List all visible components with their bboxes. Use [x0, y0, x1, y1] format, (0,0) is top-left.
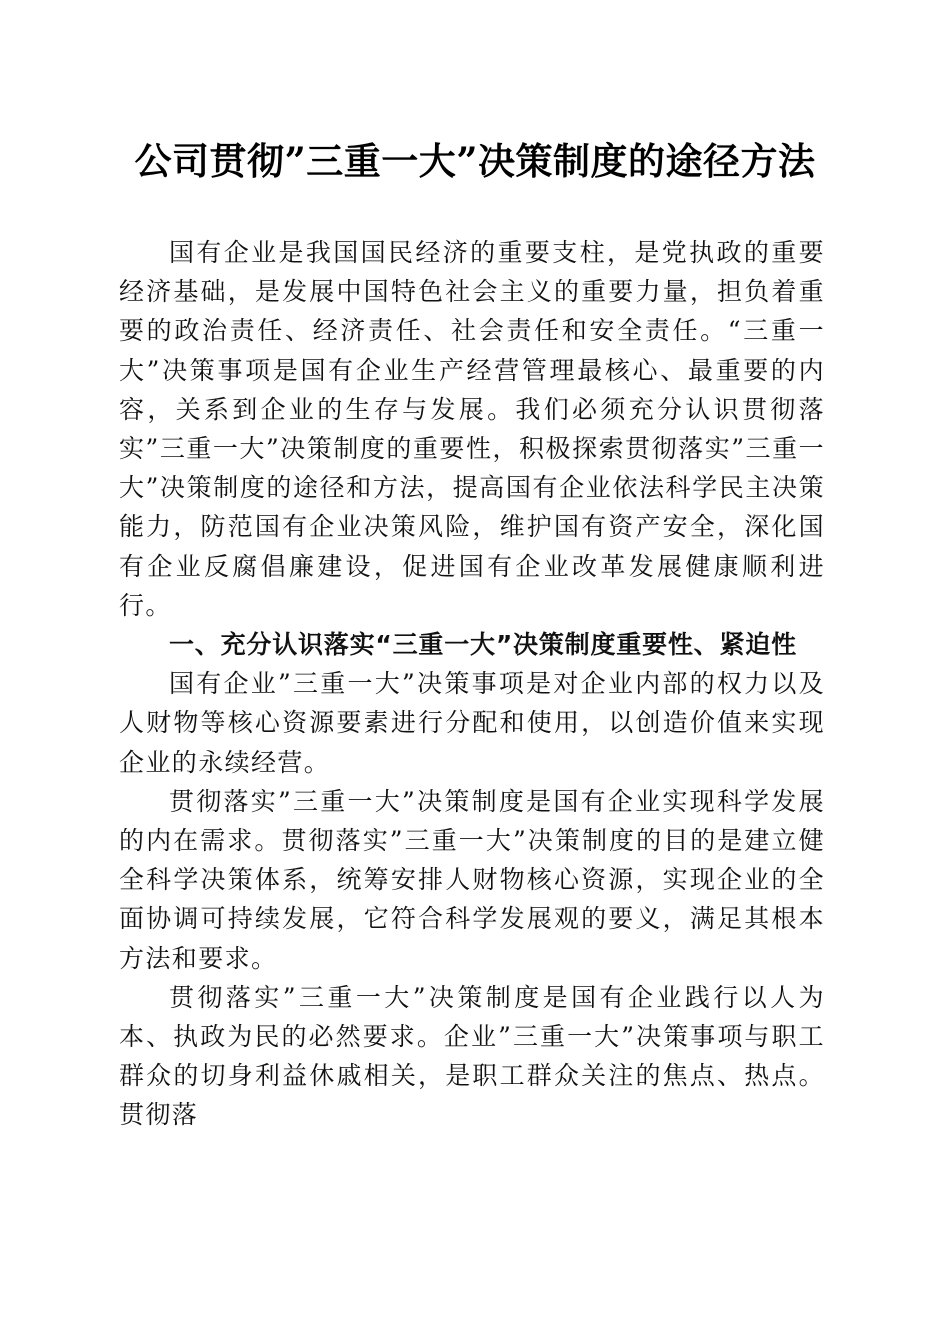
body-paragraph: 贯彻落实”三重一大”决策制度是国有企业践行以人为本、执政为民的必然要求。企业”三重一大”决策事项与职工群众的切身利益休戚相关，是职工群众关注的焦点、热点。贯彻落 — [119, 982, 825, 1130]
document-body — [119, 233, 825, 1135]
section-heading: 一、充分认识落实“三重一大”决策制度重要性、紧迫性 — [169, 630, 797, 660]
body-paragraph: 国有企业”三重一大”决策事项是对企业内部的权力以及人财物等核心资源要素进行分配和使用，以创造价值来实现企业的永续经营。 — [119, 669, 825, 777]
intro-paragraph: 国有企业是我国国民经济的重要支柱，是党执政的重要经济基础，是发展中国特色社会主义的重要力量，担负着重要的政治责任、经济责任、社会责任和安全责任。“三重一大”决策事项是国有企业生产经营管理最核心、最重要的内容，关系到企业的生存与发展。我们必须充分认识贯彻落实”三重一大”决策制度的重要性，积极探索贯彻落实”三重一大”决策制度的途径和方法，提高国有企业依法科学民主决策能力，防范国有企业决策风险，维护国有资产安全，深化国有企业反腐倡廉建设，促进国有企业改革发展健康顺利进行。 — [119, 238, 825, 620]
body-paragraph: 贯彻落实”三重一大”决策制度是国有企业实现科学发展的内在需求。贯彻落实”三重一大”决策制度的目的是建立健全科学决策体系，统筹安排人财物核心资源，实现企业的全面协调可持续发展，它符合科学发展观的要义，满足其根本方法和要求。 — [119, 786, 825, 973]
document-title: 公司贯彻”三重一大”决策制度的途径方法 — [134, 139, 816, 183]
